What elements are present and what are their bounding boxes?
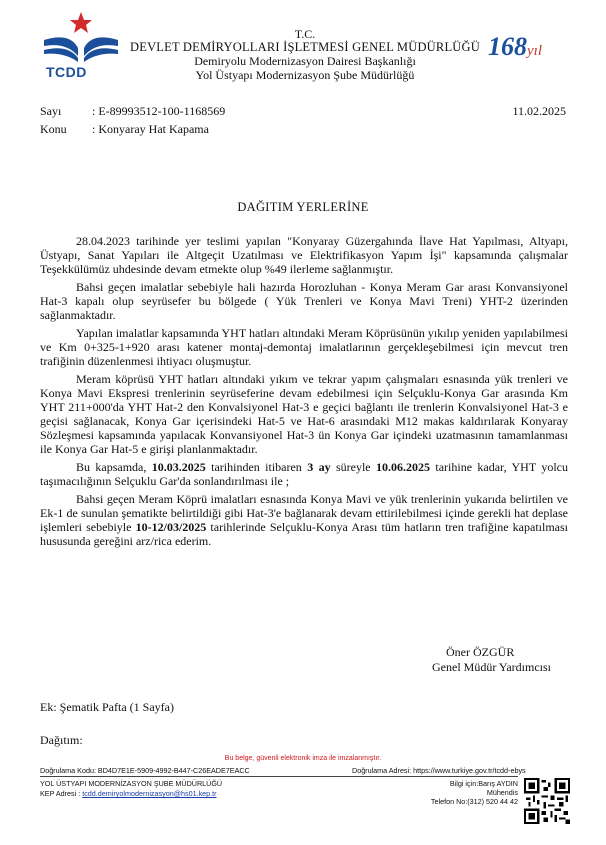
e-signature-notice: Bu belge, güvenli elektronik imza ile imzalanmıştır. [224,755,382,762]
anniversary-logo [488,32,584,72]
p6-text-b: tarihlerinde Selçuklu-Konya Arası tüm hatların tren trafiğine kapatılması hususunda gereğini arz/rica ederim. [40,520,569,548]
p5-end-date: 10.06.2025 [376,460,430,474]
p5-text-b: tarihinden itibaren [205,460,308,474]
sayi-value: : E-89993512-100-1168569 [92,104,226,118]
anniversary-suffix: yıl [527,43,542,59]
tcdd-logo [40,10,122,80]
kep-link[interactable]: tcdd.demiryolmodernizasyon@hs01.kep.tr [82,789,217,798]
verification-address[interactable]: Doğrulama Adresi: https://www.turkiye.gov.tr/tcdd-ebys [352,766,526,775]
footer-divider [40,776,518,777]
konu-value: : Konyaray Hat Kapama [92,122,209,136]
paragraph-3: Yapılan imalatlar kapsamında YHT hatları altındaki Meram Köprüsünün yıkılıp yeniden yapılabilmesi ve Km 0+325-1+920 arası katener montaj-demontaj imalatlarının gerçekleşebilmesi için mevcut tren trafiğinin düzenlenmesi ihtiyacı oluşmuştur. [40,326,568,368]
header-org: DEVLET DEMİRYOLLARI İŞLETMESİ GENEL MÜDÜRLÜĞÜ [130,40,480,54]
logo-text: TCDD [46,64,87,80]
p5-start-date: 10.03.2025 [151,460,206,474]
letter-body [40,234,568,552]
footer-unit: YOL ÜSTYAPI MODERNİZASYON ŞUBE MÜDÜRLÜĞÜ [40,779,223,788]
signer-name: Öner ÖZGÜR [446,645,515,659]
qr-code-icon [524,778,570,824]
sayi-label: Sayı [40,104,62,118]
paragraph-5 [40,460,568,488]
p5-text-a: Bu kapsamda, [76,460,152,474]
p5-text-d: tarihine kadar, YHT yolcu taşımacılığının Selçuklu Gar'da sonlandırılması ile ; [40,460,568,488]
contact-person: Bilgi için:Barış AYDIN [449,779,518,788]
sayi-row [40,104,225,119]
signer-title: Genel Müdür Yardımcısı [432,660,551,674]
tcdd-emblem-icon [40,10,122,64]
kep-row [40,789,217,798]
contact-phone: Telefon No:(312) 520 44 42 [430,797,518,806]
signature-block [432,645,551,675]
konu-row [40,122,209,137]
kep-label: KEP Adresi : [40,789,83,798]
contact-role: Mühendis [486,788,518,797]
header-tc: T.C. [294,27,316,41]
konu-label: Konu [40,122,67,136]
header-dept: Demiryolu Modernizasyon Dairesi Başkanlığı [194,54,416,68]
p6-text-a: Bahsi geçen Meram Köprü imalatları esnasında Konya Mavi ve yük trenlerinin yukarıda belirtilen ve Ek-1 de sunulan şematikte belirtildiği gibi Hat-3'e bağlanarak devam ettirilebilmesi içinde gerekli hat deplase işlemleri sebebiyle [40,492,568,534]
paragraph-2: Bahsi geçen imalatlar sebebiyle hali hazırda Horozluhan - Konya Meram Gar arası Konvansiyonel Hat-3 kapalı olup seyrüsefer bu bölgede ( Yük Trenleri ve Konya Mavi Treni) YHT-2 üzerinden sağlanmaktadır. [40,280,568,322]
paragraph-4: Meram köprüsü YHT hatları altındaki yıkım ve tekrar yapım çalışmaları esnasında yük trenleri ve Konya Mavi Ekspresi trenlerinin seyrüseferine devam edebilmesi için Selçuklu-Konya Gar arasında Km YHT 211+000'da YHT Hat-2 den Konvalsiyonel Hat-3 e geçici bağlantı ile trenlerin Konvalsiyonel Hat-3 e geçisi sağlanacak, Konya Gar içerisindeki Hat-5 ve Hat-6 arasındaki M12 makas kaldırılarak Konyaray Sözleşmesi kapsamında yapılacak Konvansiyonel Hat-3 ün Konya Gar içindeki uzatmasının tamamlanması ile Konya Gar Hat-5 e girişi planlanmaktadır. [40,372,568,456]
paragraph-1: 28.04.2023 tarihinde yer teslimi yapılan "Konyaray Güzergahında İlave Hat Yapılması, Altyapı, Üstyapı, Sanat Yapıları ile Altgeçit Uzatılması ve Elektrifikasyon Yapım İşi" kapsamında çalışmalar Teşekkülümüz uhdesinde devam etmekte olup %49 ilerleme sağlanmıştır. [40,234,568,276]
p5-duration: 3 ay [307,460,331,474]
verification-code: Doğrulama Kodu: BD4D7E1E-5909-4992-B447-C26EADE7EACC [40,766,250,775]
attachment-line: Ek: Şematik Pafta (1 Sayfa) [40,700,174,714]
header-unit: Yol Üstyapı Modernizasyon Şube Müdürlüğü [195,68,415,82]
contact-info [410,779,518,806]
paragraph-6 [40,492,568,548]
distribution-label: Dağıtım: [40,733,83,747]
p6-dates: 10-12/03/2025 [135,520,207,534]
distribution-title: DAĞITIM YERLERİNE [237,200,369,214]
p5-text-c: süreyle [330,460,376,474]
anniversary-number: 168 [488,32,527,61]
document-date: 11.02.2025 [512,104,566,118]
